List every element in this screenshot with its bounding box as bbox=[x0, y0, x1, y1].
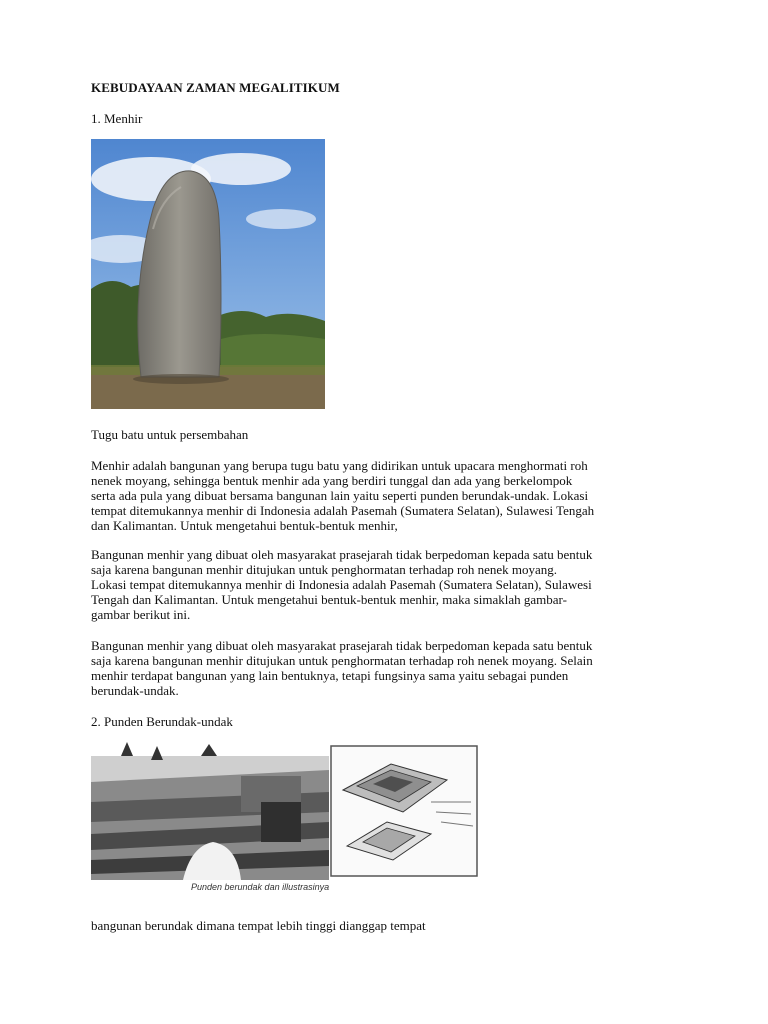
paragraph-line: Lokasi tempat ditemukannya menhir di Indonesia adalah Pasemah (Sumatera Selatan), Sulawesi bbox=[91, 577, 592, 592]
paragraph-line: Menhir adalah bangunan yang berupa tugu batu yang didirikan untuk upacara menghormati roh bbox=[91, 458, 588, 473]
paragraph-line: serta ada pula yang dibuat bersama bangunan lain yaitu seperti punden berundak-undak. Lokasi bbox=[91, 488, 589, 503]
punden-photo bbox=[91, 742, 329, 880]
paragraph-line: saja karena bangunan menhir ditujukan untuk penghormatan terhadap roh nenek moyang. bbox=[91, 562, 558, 577]
paragraph-line: saja karena bangunan menhir ditujukan untuk penghormatan terhadap roh nenek moyang. Selain bbox=[91, 653, 593, 668]
punden-inner-caption: Punden berundak dan illustrasinya bbox=[191, 882, 330, 892]
figure-caption-menhir: Tugu batu untuk persembahan bbox=[91, 427, 249, 442]
punden-figure bbox=[91, 742, 481, 902]
paragraph-2 bbox=[91, 547, 691, 622]
document-title: KEBUDAYAAN ZAMAN MEGALITIKUM bbox=[91, 80, 340, 95]
paragraph-line: Bangunan menhir yang dibuat oleh masyarakat prasejarah tidak berpedoman kepada satu bentuk bbox=[91, 638, 593, 653]
menhir-photo-illustration bbox=[91, 139, 325, 409]
paragraph-line: Bangunan menhir yang dibuat oleh masyarakat prasejarah tidak berpedoman kepada satu bentuk bbox=[91, 547, 593, 562]
paragraph-line: menhir terdapat bangunan yang lain bentuknya, tetapi fungsinya sama yaitu sebagai punden bbox=[91, 668, 569, 683]
menhir-photo bbox=[91, 139, 325, 409]
paragraph-line: Tengah dan Kalimantan. Untuk mengetahui bentuk-bentuk menhir, maka simaklah gambar- bbox=[91, 592, 567, 607]
paragraph-line: tempat ditemukannya menhir di Indonesia adalah Pasemah (Sumatera Selatan), Sulawesi Tengah bbox=[91, 503, 595, 518]
figure-caption-punden: bangunan berundak dimana tempat lebih tinggi dianggap tempat bbox=[91, 918, 426, 933]
paragraph-3 bbox=[91, 638, 691, 698]
paragraph-line: berundak-undak. bbox=[91, 683, 179, 698]
paragraph-line: nenek moyang, sehingga bentuk menhir ada yang berdiri tunggal dan ada yang berkelompok bbox=[91, 473, 573, 488]
paragraph-1 bbox=[91, 458, 691, 533]
paragraph-line: dan Kalimantan. Untuk mengetahui bentuk-bentuk menhir, bbox=[91, 518, 398, 533]
paragraph-line: gambar berikut ini. bbox=[91, 607, 191, 622]
section-heading-menhir: 1. Menhir bbox=[91, 111, 143, 126]
punden-illustration bbox=[91, 742, 481, 902]
punden-sketch bbox=[331, 746, 477, 876]
section-heading-punden: 2. Punden Berundak-undak bbox=[91, 714, 233, 729]
